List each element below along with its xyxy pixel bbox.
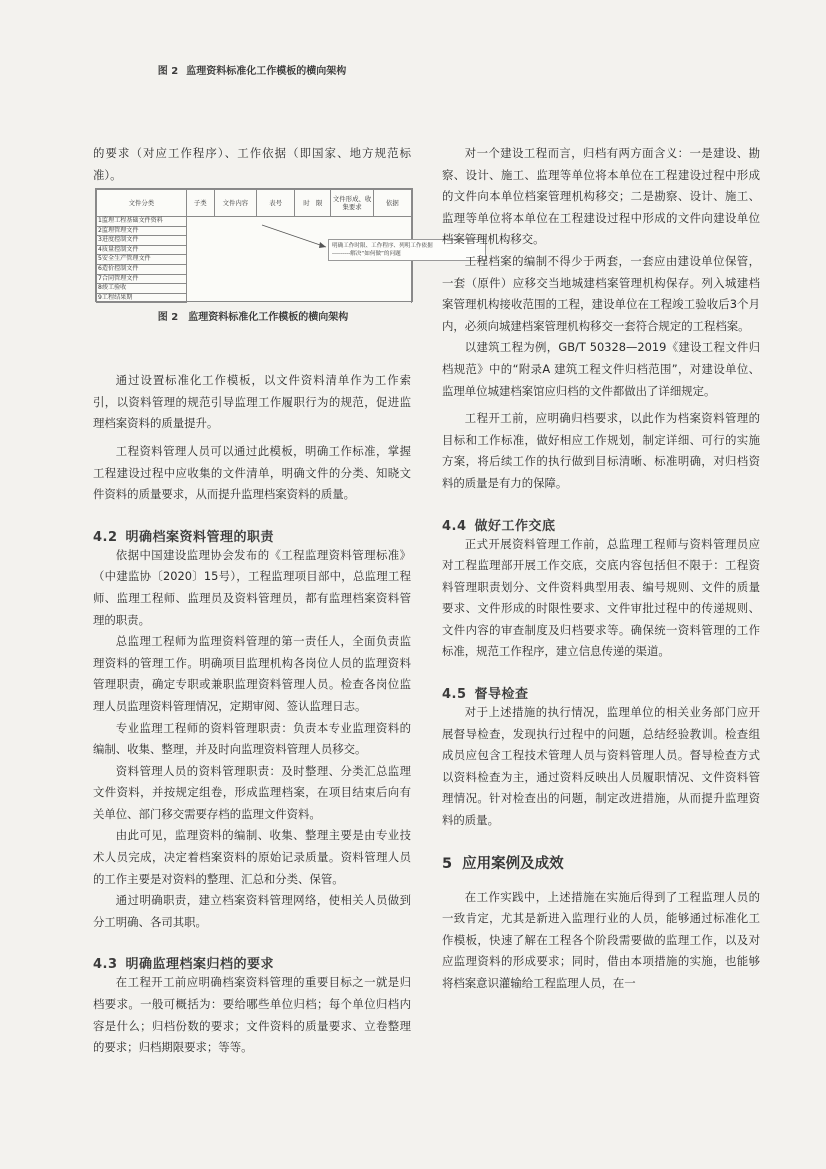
section-title: 督导检查 bbox=[474, 687, 529, 703]
row-label: 9工程结果期 bbox=[97, 293, 187, 303]
section-title: 明确档案资料管理的职责 bbox=[125, 529, 275, 545]
row-label: 2监理管理文件 bbox=[97, 226, 187, 236]
header-file-content: 文件内容 bbox=[214, 190, 256, 217]
note-line-1: 明确工作时限、工作程序、列明工作依据 bbox=[332, 243, 433, 249]
paragraph: 在工程开工前应明确档案资料管理的重要目标之一就是归档要求。一般可概括为：要给哪些单位归档；每个单位归档内容是什么；归档份数的要求；文件资料的质量要求、立卷整理的要求；归档期限要求；等等。 bbox=[93, 975, 411, 1055]
paragraph: 通过明确职责，建立档案资料管理网络，使相关人员做到分工明确、各司其职。 bbox=[93, 893, 411, 929]
paragraph: 工程档案的编制不得少于两套，一套应由建设单位保管，一套（原件）应移交当地城建档案管理机构保存。列入城建档案管理机构接收范围的工程，建设单位在工程竣工验收后3个月内，必须向城建档案管理机构移交一套符合规定的工程档案。 bbox=[442, 253, 760, 333]
section-heading-4-3 bbox=[93, 953, 411, 972]
paragraph: 专业监理工程师的资料管理职责：负责本专业监理资料的编制、收集、整理，并及时向监理资料管理人员移交。 bbox=[93, 720, 411, 757]
header-basis: 依据 bbox=[373, 190, 411, 217]
row-label: 6造价控制文件 bbox=[97, 264, 187, 274]
header-requirements: 文件形成、收集要求 bbox=[331, 190, 373, 217]
section-heading-4-5 bbox=[442, 683, 760, 702]
paragraph: 对于上述措施的执行情况，监理单位的相关业务部门应开展督导检查，发现执行过程中的问题，总结经验教训。检查组成员应包含工程技术管理人员与资料管理人员。督导检查方式以资料检查为主，通过资料反映出人员履职情况、文件资料管理情况。针对检查出的问题，制定改进措施，从而提升监理资料的质量。 bbox=[442, 705, 760, 828]
paragraph: 资料管理人员的资料管理职责：及时整理、分类汇总监理文件资料，并按规定组卷，形成监理档案，在项目结束后向有关单位、部门移交需要存档的监理文件资料。 bbox=[93, 763, 411, 821]
paragraph: 对一个建设工程而言，归档有两方面含义：一是建设、勘察、设计、施工、监理等单位将本单位在工程建设过程中形成的文件向本单位档案管理机构移交；二是勘察、设计、施工、监理等单位将本单位在工程建设过程中形成的文件向建设单位档案管理机构移交。 bbox=[442, 146, 760, 247]
paragraph: 依据中国建设监理协会发布的《工程监理资料管理标准》（中建监协〔2020〕15号），工程监理项目部中，总监理工程师、监理工程师、监理员及资料管理员，都有监理档案资料管理的职责。 bbox=[93, 547, 411, 627]
section-title: 应用案例及成效 bbox=[462, 855, 564, 872]
section-number: 4.5 bbox=[442, 687, 467, 703]
row-label: 5安全生产管理文件 bbox=[97, 255, 187, 265]
row-label: 4质量控制文件 bbox=[97, 245, 187, 255]
section-heading-4-2 bbox=[93, 526, 411, 545]
right-column bbox=[442, 143, 760, 995]
left-column bbox=[93, 143, 411, 1059]
figure-caption-top bbox=[93, 62, 411, 77]
section-title: 做好工作交底 bbox=[474, 518, 556, 534]
section-heading-4-4 bbox=[442, 515, 760, 534]
section-number: 4.4 bbox=[442, 518, 467, 534]
paragraph: 工程开工前，应明确归档要求，以此作为档案资料管理的目标和工作标准，做好相应工作规划，制定详细、可行的实施方案，将后续工作的执行做到目标清晰、标准明确，对归档资料的质量是有力的保障。 bbox=[442, 411, 760, 490]
section-heading-5 bbox=[442, 852, 760, 873]
note-line-2: ---------解决“如何做”的问题 bbox=[332, 251, 401, 257]
row-label: 8竣工验收 bbox=[97, 284, 187, 294]
paragraph: 的要求（对应工作程序）、工作依据（即国家、地方规范标准）。 bbox=[93, 146, 411, 182]
section-number: 4.3 bbox=[93, 957, 118, 973]
paragraph: 通过设置标准化工作模板，以文件资料清单作为工作索引，以资料管理的规范引导监理工作履职行为的规范，促进监理档案资料的质量提升。 bbox=[93, 373, 411, 431]
header-form-number: 表号 bbox=[257, 190, 295, 217]
paragraph: 工程资料管理人员可以通过此模板，明确工作标准，掌握工程建设过程中应收集的文件清单，明确文件的分类、知晓文件资料的质量要求，从而提升监理档案资料的质量。 bbox=[93, 443, 411, 502]
row-label: 7合同管理文件 bbox=[97, 274, 187, 284]
figure-title: 监理资料标准化工作模板的横向架构 bbox=[186, 66, 347, 77]
paragraph: 正式开展资料管理工作前，总监理工程师与资料管理员应对工程监理部开展工作交底，交底内容包括但不限于：工程资料管理职责划分、文件资料典型用表、编号规则、文件的质量要求、文件形成的时限性要求、文件审批过程中的传递规则、文件内容的审查制度及归档要求等。确保统一资料管理的工作标准，规范工作程序，建立信息传递的渠道。 bbox=[442, 536, 760, 659]
row-label: 3进度控制文件 bbox=[97, 236, 187, 246]
figure-title: 监理资料标准化工作模板的横向架构 bbox=[188, 312, 349, 323]
header-file-category: 文件分类 bbox=[97, 190, 187, 217]
header-subcategory: 子类 bbox=[186, 190, 214, 217]
section-number: 4.2 bbox=[93, 529, 118, 545]
header-time-limit: 时 限 bbox=[295, 190, 331, 217]
paragraph: 由此可见，监理资料的编制、收集、整理主要是由专业技术人员完成，决定着档案资料的原始记录质量。资料管理人员的工作主要是对资料的整理、汇总和分类、保管。 bbox=[93, 828, 411, 886]
paragraph: 在工作实践中，上述措施在实施后得到了工程监理人员的一致肯定，尤其是新进入监理行业的人员，能够通过标准化工作模板，快速了解在工程各个阶段需要做的监理工作，以及对应监理资料的形成要求；同时，借由本项措施的实施，也能够将档案意识灌输给工程监理人员，在一 bbox=[442, 889, 760, 990]
row-label: 1监理工程基础文件资料 bbox=[97, 217, 187, 227]
section-number: 5 bbox=[442, 855, 453, 872]
section-title: 明确监理档案归档的要求 bbox=[125, 957, 275, 973]
figure-label: 图 2 bbox=[157, 312, 179, 323]
paragraph: 总监理工程师为监理资料管理的第一责任人，全面负责监理资料的管理工作。明确项目监理机构各岗位人员的监理资料管理职责，确定专职或兼职监理资料管理人员。检查各岗位监理人员监理资料管理情况，定期审阅、签认监理日志。 bbox=[93, 634, 411, 713]
paragraph: 以建筑工程为例，GB/T 50328—2019《建设工程文件归档规范》中的“附录A 建筑工程文件归档范围”，对建设单位、监理单位城建档案馆应归档的文件都做出了详细规定。 bbox=[442, 340, 760, 398]
figure-label: 图 2 bbox=[157, 66, 179, 77]
